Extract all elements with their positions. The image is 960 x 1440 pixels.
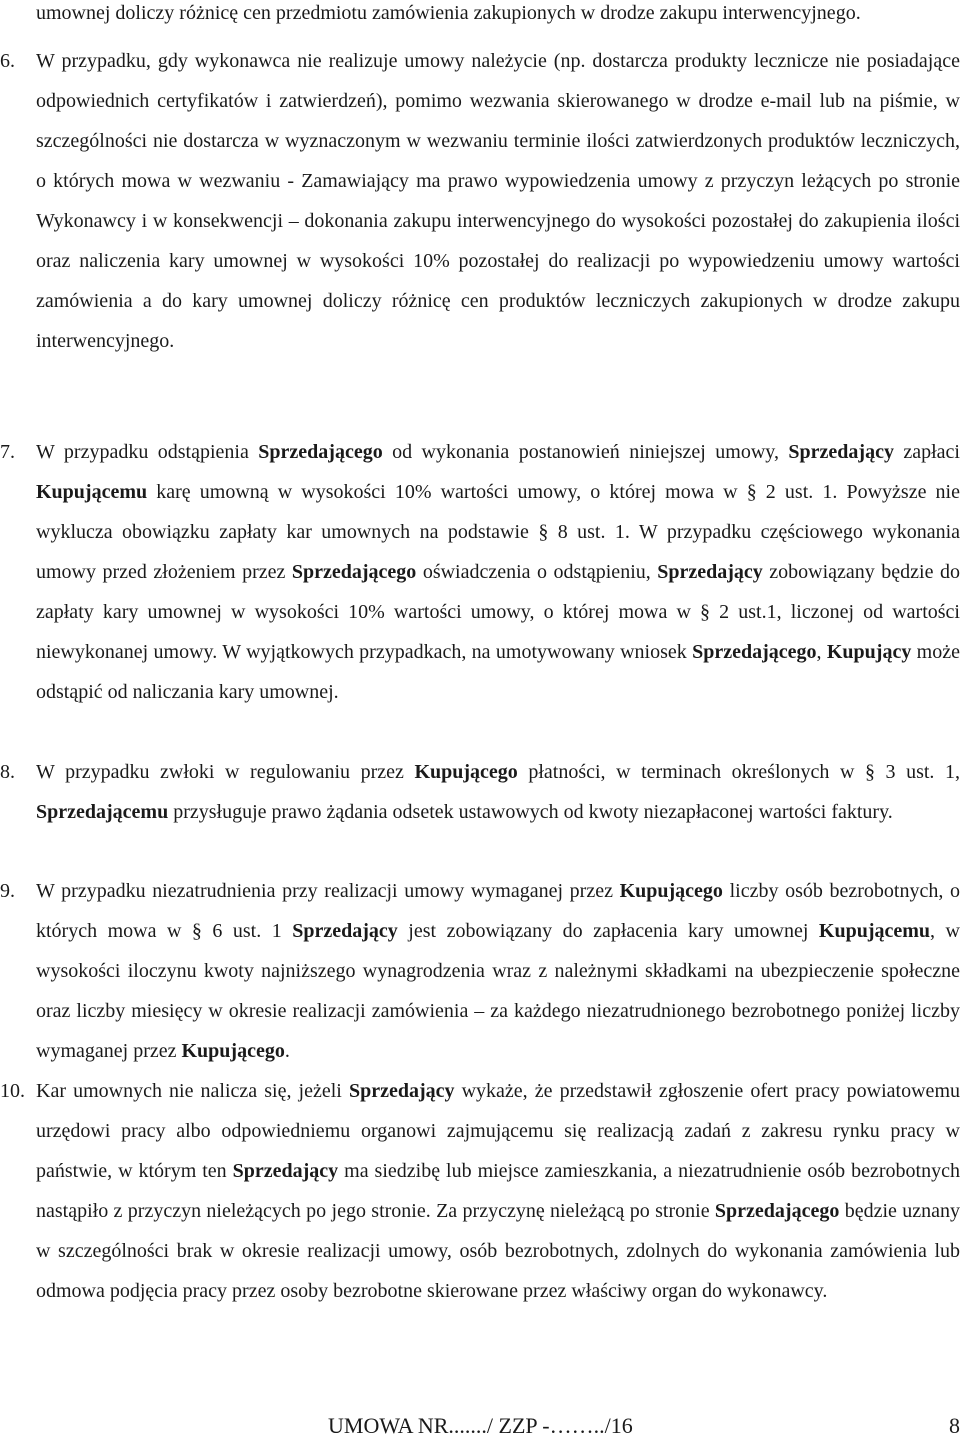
party-name: Sprzedający xyxy=(657,561,763,583)
item-text: Kar umownych nie nalicza się, jeżeli xyxy=(36,1080,349,1102)
item-text: W przypadku niezatrudnienia przy realizacji umowy wymaganej przez xyxy=(36,880,620,902)
contract-reference: UMOWA NR......./ ZZP -……../16 xyxy=(328,1413,633,1438)
item-text: , xyxy=(816,641,827,663)
item-text: może odstąpić od naliczania kary umownej. xyxy=(36,641,960,703)
item-text: będzie uznany w szczególności brak w okresie realizacji umowy, osób bezrobotnych, zdolnych do wykonania zamówienia lub odmowa podjęcia pracy przez osoby bezrobotne skierowane przez właściwy organ do wykonawcy. xyxy=(36,1200,960,1302)
party-name: Kupujący xyxy=(826,641,912,663)
item-text: zobowiązany będzie do zapłaty kary umownej w wysokości 10% wartości umowy, o której mowa w § 2 ust.1, liczonej od wartości niewykonanej umowy. W wyjątkowych przypadkach, na umotywowany wniosek xyxy=(36,561,960,663)
item-text: karę umowną w wysokości 10% wartości umowy, o której mowa w § 2 ust. 1. Powyższe nie wyklucza obowiązku zapłaty kar umownych na podstawie § 8 ust. 1. W przypadku częściowego wykonania umowy przed złożeniem przez xyxy=(36,481,960,583)
item-number: 8. xyxy=(0,761,15,783)
party-name: Sprzedającego xyxy=(258,441,383,463)
party-name: Kupującego xyxy=(181,1040,285,1062)
intro-text: umownej doliczy różnicę cen przedmiotu zamówienia zakupionych w drodze zakupu interwencyjnego. xyxy=(36,2,861,24)
item-body xyxy=(36,432,960,712)
item-text: przysługuje prawo żądania odsetek ustawowych od kwoty niezapłaconej wartości faktury. xyxy=(168,801,893,823)
party-name: Kupującego xyxy=(414,761,518,783)
item-text: od wykonania postanowień niniejszej umowy, xyxy=(382,441,789,463)
page-number: 8 xyxy=(949,1413,960,1438)
party-name: Sprzedający xyxy=(232,1160,339,1182)
party-name: Sprzedającemu xyxy=(36,801,169,823)
list-item-6 xyxy=(0,41,960,361)
item-number: 6. xyxy=(0,50,15,72)
party-name: Kupującemu xyxy=(36,481,148,503)
party-name: Sprzedający xyxy=(292,920,398,942)
item-text: W przypadku zwłoki w regulowaniu przez xyxy=(36,761,415,783)
party-name: Sprzedający xyxy=(348,1080,455,1102)
item-text: zapłaci xyxy=(893,441,960,463)
party-name: Sprzedający xyxy=(788,441,894,463)
intro-paragraph xyxy=(36,0,960,33)
list-item-9 xyxy=(0,871,960,1071)
item-text: oświadczenia o odstąpieniu, xyxy=(416,561,658,583)
list-item-7 xyxy=(0,432,960,712)
item-body xyxy=(36,752,960,832)
item-number: 10. xyxy=(0,1080,25,1102)
item-body xyxy=(36,41,960,361)
party-name: Sprzedającego xyxy=(291,561,417,583)
item-text: płatności, w terminach określonych w § 3 ust. 1, xyxy=(517,761,960,783)
item-text: wykaże, że przedstawił zgłoszenie ofert pracy powiatowemu urzędowi pracy albo odpowiedniemu organowi zajmującemu się realizacją zadań z zakresu rynku pracy w państwie, w którym ten xyxy=(36,1080,960,1182)
item-text: W przypadku, gdy wykonawca nie realizuje umowy należycie (np. dostarcza produkty lecznicze nie posiadające odpowiednich certyfikatów i zatwierdzeń), pomimo wezwania skierowanego w drodze e-mail lub na piśmie, w szczególności nie dostarcza w wyznaczonym w wezwaniu terminie ilości zatwierdzonych produktów leczniczych, o których mowa w wezwaniu - Zamawiający ma prawo wypowiedzenia umowy z przyczyn leżących po stronie Wykonawcy i w konsekwencji – dokonania zakupu interwencyjnego do wysokości pozostałej do zakupienia ilości oraz naliczenia kary umownej w wysokości 10% pozostałej do realizacji po wypowiedzeniu umowy wartości zamówienia a do kary umownej doliczy różnicę cen produktów leczniczych zakupionych w drodze zakupu interwencyjnego. xyxy=(36,50,960,352)
page-footer xyxy=(0,1412,960,1440)
item-text: ma siedzibę lub miejsce zamieszkania, a niezatrudnienie osób bezrobotnych nastąpiło z przyczyn nieleżących po jego stronie. Za przyczynę nieleżącą po stronie xyxy=(36,1160,960,1222)
item-text: W przypadku odstąpienia xyxy=(36,441,259,463)
party-name: Kupującemu xyxy=(818,920,931,942)
item-text: , w wysokości iloczynu kwoty najniższego wynagrodzenia wraz z należnymi składkami na ubezpieczenie społeczne oraz liczby miesięcy w okresie realizacji zamówienia – za każdego niezatrudnionego bezrobotnego poniżej liczby wymaganej przez xyxy=(36,920,960,1062)
item-body xyxy=(36,871,960,1071)
list-item-10 xyxy=(0,1071,960,1311)
list-item-8 xyxy=(0,752,960,832)
item-text: jest zobowiązany do zapłacenia kary umownej xyxy=(397,920,819,942)
item-body xyxy=(36,1071,960,1311)
item-number: 9. xyxy=(0,880,15,902)
party-name: Sprzedającego xyxy=(692,641,817,663)
item-number: 7. xyxy=(0,441,15,463)
party-name: Kupującego xyxy=(619,880,723,902)
item-text: . xyxy=(284,1040,290,1062)
party-name: Sprzedającego xyxy=(714,1200,840,1222)
item-text: liczby osób bezrobotnych, o których mowa w § 6 ust. 1 xyxy=(36,880,960,942)
